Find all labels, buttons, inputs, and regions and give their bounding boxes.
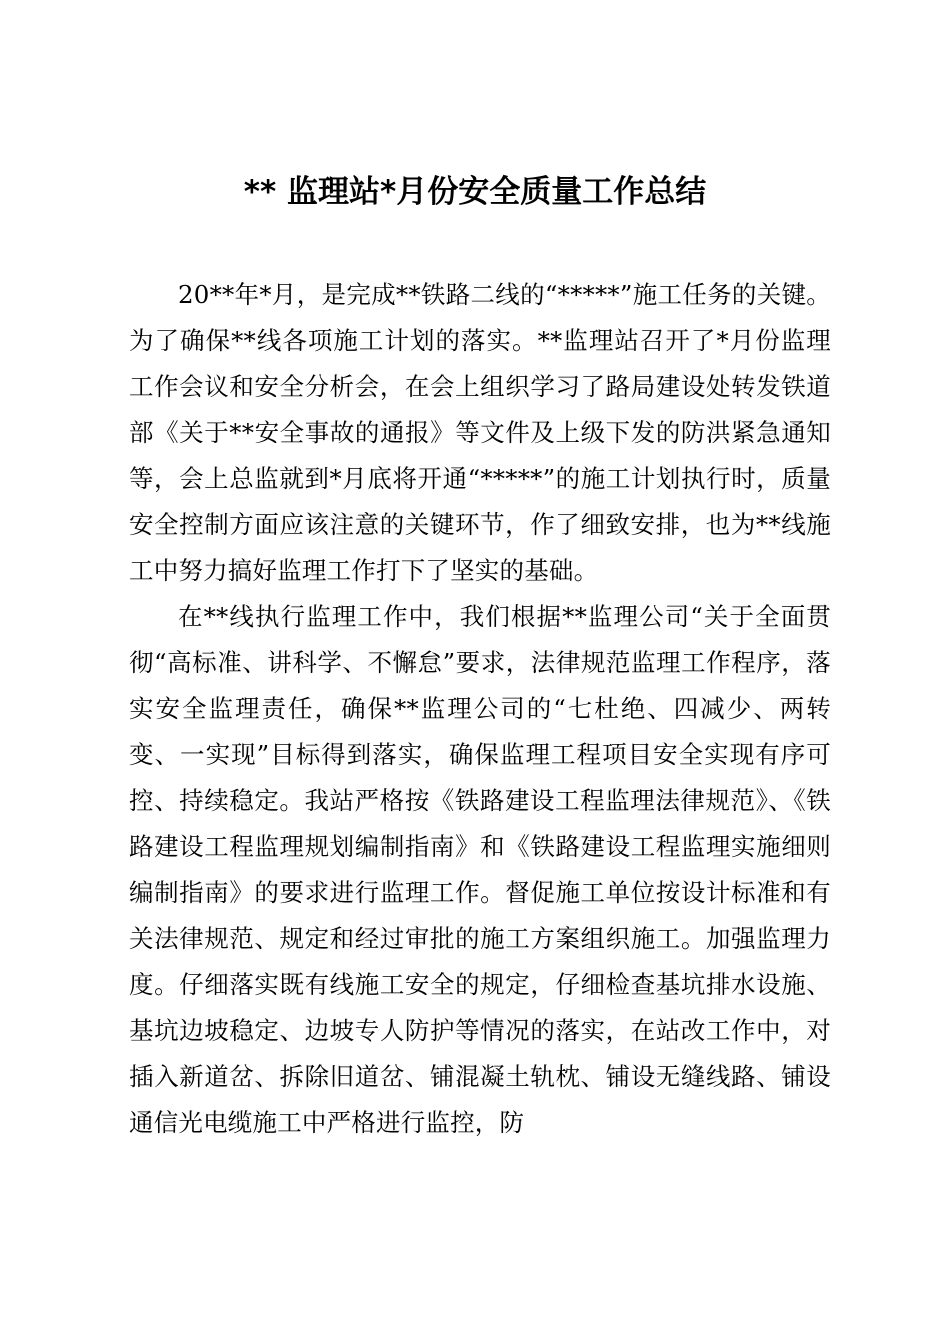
paragraph-2: 在**线执行监理工作中，我们根据**监理公司“关于全面贯彻“高标准、讲科学、不懈怠”要求，法律规范监理工作程序，落实安全监理责任，确保**监理公司的“七杜绝、四减少、两转变、一实现”目标得到落实，确保监理工程项目安全实现有序可控、持续稳定。我站严格按《铁路建设工程监理法律规范》、《铁路建设工程监理规划编制指南》和《铁路建设工程监理实施细则编制指南》的要求进行监理工作。督促施工单位按设计标准和有关法律规范、规定和经过审批的施工方案组织施工。加强监理力度。仔细落实既有线施工安全的规定，仔细检查基坑排水设施、基坑边坡稳定、边坡专人防护等情况的落实，在站改工作中，对插入新道岔、拆除旧道岔、铺混凝土轨枕、铺设无缝线路、铺设通信光电缆施工中严格进行监控，防 <box>129 602 831 1137</box>
paragraph-1: 20**年*月，是完成**铁路二线的“*****”施工任务的关键。为了确保**线各项施工计划的落实。**监理站召开了*月份监理工作会议和安全分析会，在会上组织学习了路局建设处转发铁道部《关于**安全事故的通报》等文件及上级下发的防洪紧急通知等，会上总监就到*月底将开通“*****”的施工计划执行时，质量安全控制方面应该注意的关键环节，作了细致安排，也为**线施工中努力搞好监理工作打下了坚实的基础。 <box>129 280 831 585</box>
document-title: ** 监理站*月份安全质量工作总结 <box>243 174 707 210</box>
document-body <box>129 272 831 1146</box>
